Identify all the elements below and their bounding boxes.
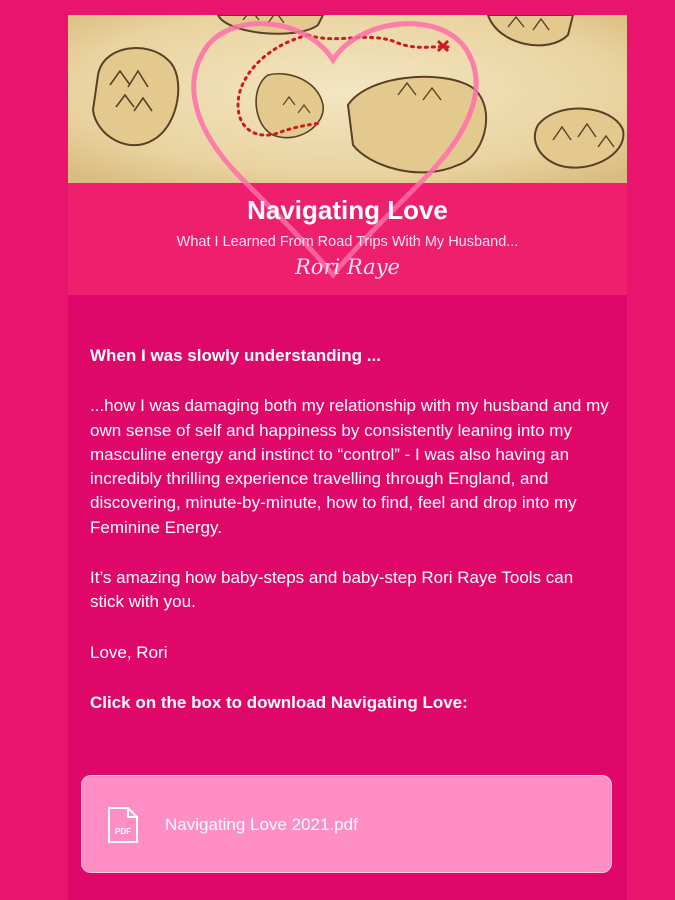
pdf-attachment-box[interactable] — [81, 775, 612, 873]
attachment-file-name: Navigating Love 2021.pdf — [165, 815, 358, 834]
banner-signature: Rori Raye — [295, 255, 400, 279]
pdf-icon-label: PDF — [115, 827, 131, 836]
banner-subtitle: What I Learned From Road Trips With My Husband... — [176, 234, 519, 250]
download-cta: Click on the box to download Navigating Love: — [90, 692, 468, 712]
body-heading: When I was slowly understanding ... — [90, 346, 381, 365]
body-paragraph-1: ...how I was damaging both my relationship with my husband and my own sense of self and happiness by consistently leaning into my masculine energy and instinct to “control” - I was also having an incredibly thrilling experience travelling through England, and discovering, minute-by-minute, how to find, feel and drop into my Feminine Energy. — [90, 396, 609, 537]
message-body — [90, 344, 610, 741]
body-paragraph-2: It’s amazing how baby-steps and baby-step Rori Raye Tools can stick with you. — [90, 568, 574, 612]
body-signoff: Love, Rori — [90, 642, 168, 662]
top-strip — [68, 0, 627, 15]
treasure-map-illustration — [68, 15, 627, 183]
email-content — [68, 0, 627, 900]
banner-title: Navigating Love — [247, 195, 448, 225]
header-banner — [68, 15, 627, 295]
pdf-file-icon — [106, 806, 140, 844]
